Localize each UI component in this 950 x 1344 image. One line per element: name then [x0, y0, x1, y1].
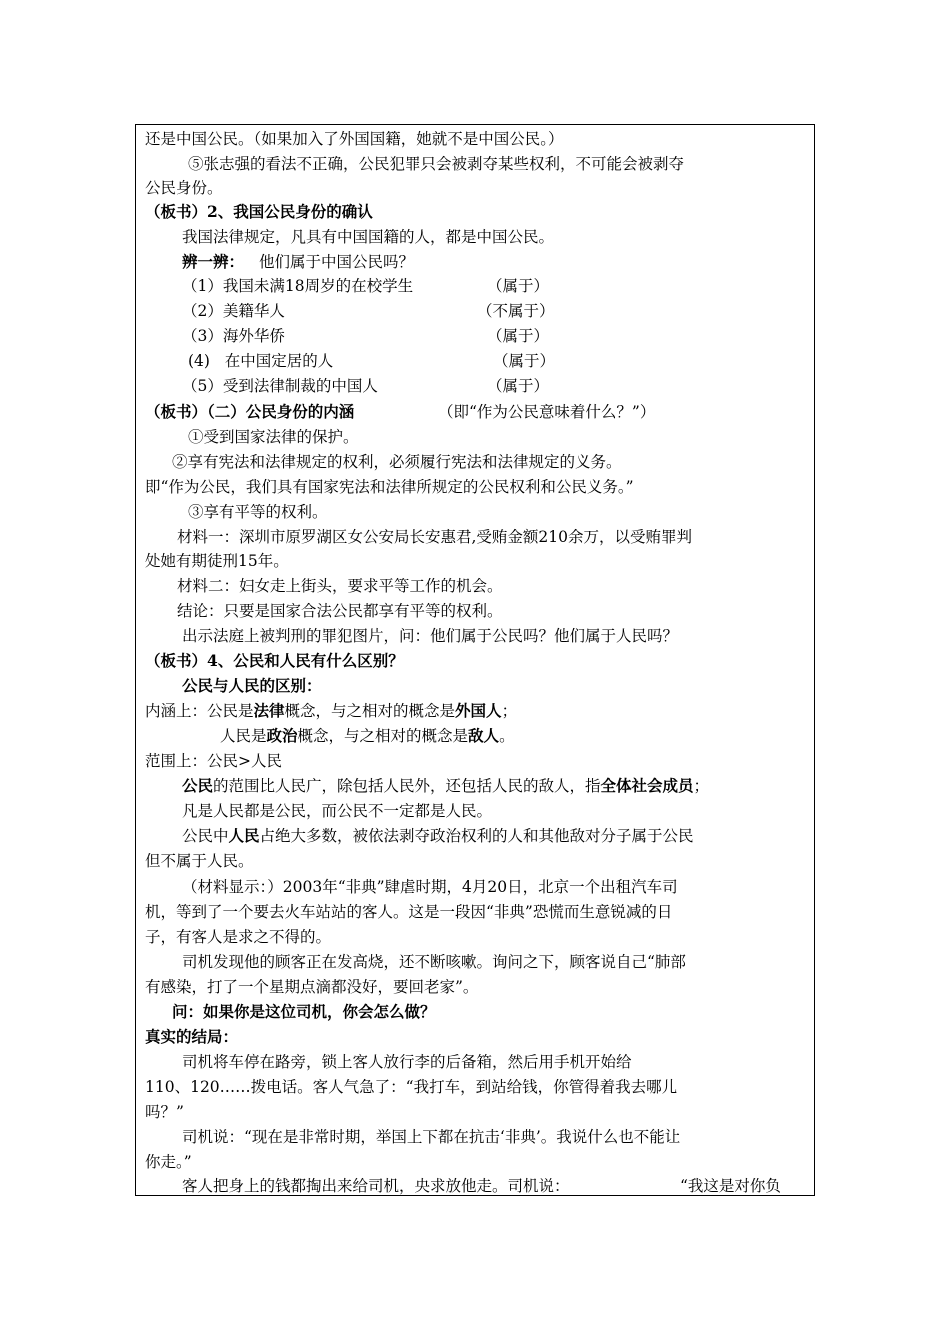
text-line: 司机说：“现在是非常时期，举国上下都在抗击‘非典’。我说什么也不能让 — [182, 1128, 681, 1146]
text-line: ③享有平等的权利。 — [188, 503, 328, 521]
text-line: 公民身份。 — [145, 179, 223, 197]
text-line: 范围上：公民>人民 — [145, 752, 282, 770]
board-heading: （板书）2、我国公民身份的确认 — [145, 202, 373, 221]
text-segment: 公民中 — [182, 827, 229, 845]
text-line: ②享有宪法和法律规定的权利，必须履行宪法和法律规定的义务。 — [172, 453, 622, 471]
text-line: 子，有客人是求之不得的。 — [145, 928, 332, 946]
text-line: “我这是对你负 — [680, 1177, 781, 1195]
bold-subheading: 真实的结局： — [145, 1027, 239, 1046]
text-segment: 。 — [499, 727, 515, 745]
text-line: 但不属于人民。 — [145, 852, 254, 870]
bold-subheading: 公民与人民的区别： — [182, 676, 322, 695]
bold-term: 全体社会成员 — [600, 776, 694, 795]
text-line: 结论：只要是国家合法公民都享有平等的权利。 — [177, 602, 503, 620]
bold-term: 人民 — [228, 826, 260, 845]
text-line: 还是中国公民。（如果加入了外国国籍，她就不是中国公民。） — [145, 130, 564, 148]
text-line: ⑤张志强的看法不正确，公民犯罪只会被剥夺某些权利，不可能会被剥夺 — [188, 155, 685, 173]
list-item: （5）受到法律制裁的中国人 — [182, 377, 378, 395]
bold-term: 外国人 — [455, 701, 502, 720]
board-heading: （板书）（二）公民身份的内涵 — [145, 402, 355, 421]
text-line: 有感染，打了一个星期点滴都没好，要回老家”。 — [145, 978, 479, 996]
text-line: 你走。” — [145, 1153, 192, 1171]
text-line — [182, 774, 709, 798]
text-line: 材料二：妇女走上街头，要求平等工作的机会。 — [177, 577, 503, 595]
text-line: （即“作为公民意味着什么？”） — [438, 403, 656, 421]
text-line: 他们属于中国公民吗？ — [259, 253, 415, 271]
text-line: 司机将车停在路旁，锁上客人放行李的后备箱，然后用手机开始给 — [182, 1053, 632, 1071]
text-line: 客人把身上的钱都掏出来给司机，央求放他走。司机说： — [182, 1177, 570, 1195]
text-line: 机，等到了一个要去火车站站的客人。这是一段因“非典”恐慌而生意锐减的日 — [145, 903, 673, 921]
bold-term: 敌人 — [468, 726, 500, 745]
list-item: （3）海外华侨 — [182, 327, 285, 345]
bold-label: 辨一辨： — [182, 252, 245, 271]
text-line — [220, 724, 515, 748]
list-item: （1）我国未满18周岁的在校学生 — [182, 277, 414, 295]
text-line: （材料显示：）2003年“非典”肆虐时期，4月20日，北京一个出租汽车司 — [182, 878, 678, 896]
list-answer: （属于） — [487, 377, 550, 395]
list-item: （2）美籍华人 — [182, 302, 285, 320]
text-segment: 内涵上：公民是 — [145, 702, 254, 720]
text-segment: ； — [693, 777, 710, 795]
board-heading: （板书）4、公民和人民有什么区别？ — [145, 651, 404, 670]
text-line: 110、120……拨电话。客人气急了：“我打车，到站给钱，你管得着我去哪儿 — [145, 1078, 678, 1096]
list-answer: （属于） — [487, 277, 550, 295]
text-line — [145, 699, 517, 723]
text-line: 凡是人民都是公民，而公民不一定都是人民。 — [182, 802, 493, 820]
text-line: ①受到国家法律的保护。 — [188, 428, 359, 446]
text-segment: 概念，与之相对的概念是 — [284, 702, 456, 720]
text-line: 材料一：深圳市原罗湖区女公安局长安惠君,受贿金额210余万，以受贿罪判 — [177, 528, 693, 546]
text-segment: ； — [501, 702, 518, 720]
list-answer: （属于） — [487, 327, 550, 345]
text-line: 处她有期徒刑15年。 — [145, 552, 289, 570]
text-line: 我国法律规定，凡具有中国国籍的人，都是中国公民。 — [182, 228, 555, 246]
text-line: 出示法庭上被判刑的罪犯图片，问：他们属于公民吗？他们属于人民吗？ — [182, 627, 679, 645]
text-line — [182, 824, 694, 848]
text-line: 吗？” — [145, 1103, 184, 1121]
bold-term: 法律 — [253, 701, 285, 720]
bold-term: 公民 — [182, 776, 214, 795]
list-answer: （不属于） — [477, 302, 555, 320]
text-line: 司机发现他的顾客正在发高烧，还不断咳嗽。询问之下，顾客说自己“肺部 — [182, 953, 686, 971]
bold-question: 问：如果你是这位司机，你会怎么做？ — [172, 1002, 436, 1021]
list-answer: （属于） — [493, 352, 556, 370]
text-segment: 概念，与之相对的概念是 — [297, 727, 469, 745]
text-segment: 占绝大多数，被依法剥夺政治权利的人和其他敌对分子属于公民 — [259, 827, 694, 845]
bold-term: 政治 — [266, 726, 298, 745]
text-line: 即“作为公民，我们具有国家宪法和法律所规定的公民权利和公民义务。” — [145, 478, 634, 496]
text-segment: 人民是 — [220, 727, 267, 745]
text-segment: 的范围比人民广，除包括人民外，还包括人民的敌人，指 — [213, 777, 601, 795]
list-item: (4) 在中国定居的人 — [188, 352, 334, 370]
